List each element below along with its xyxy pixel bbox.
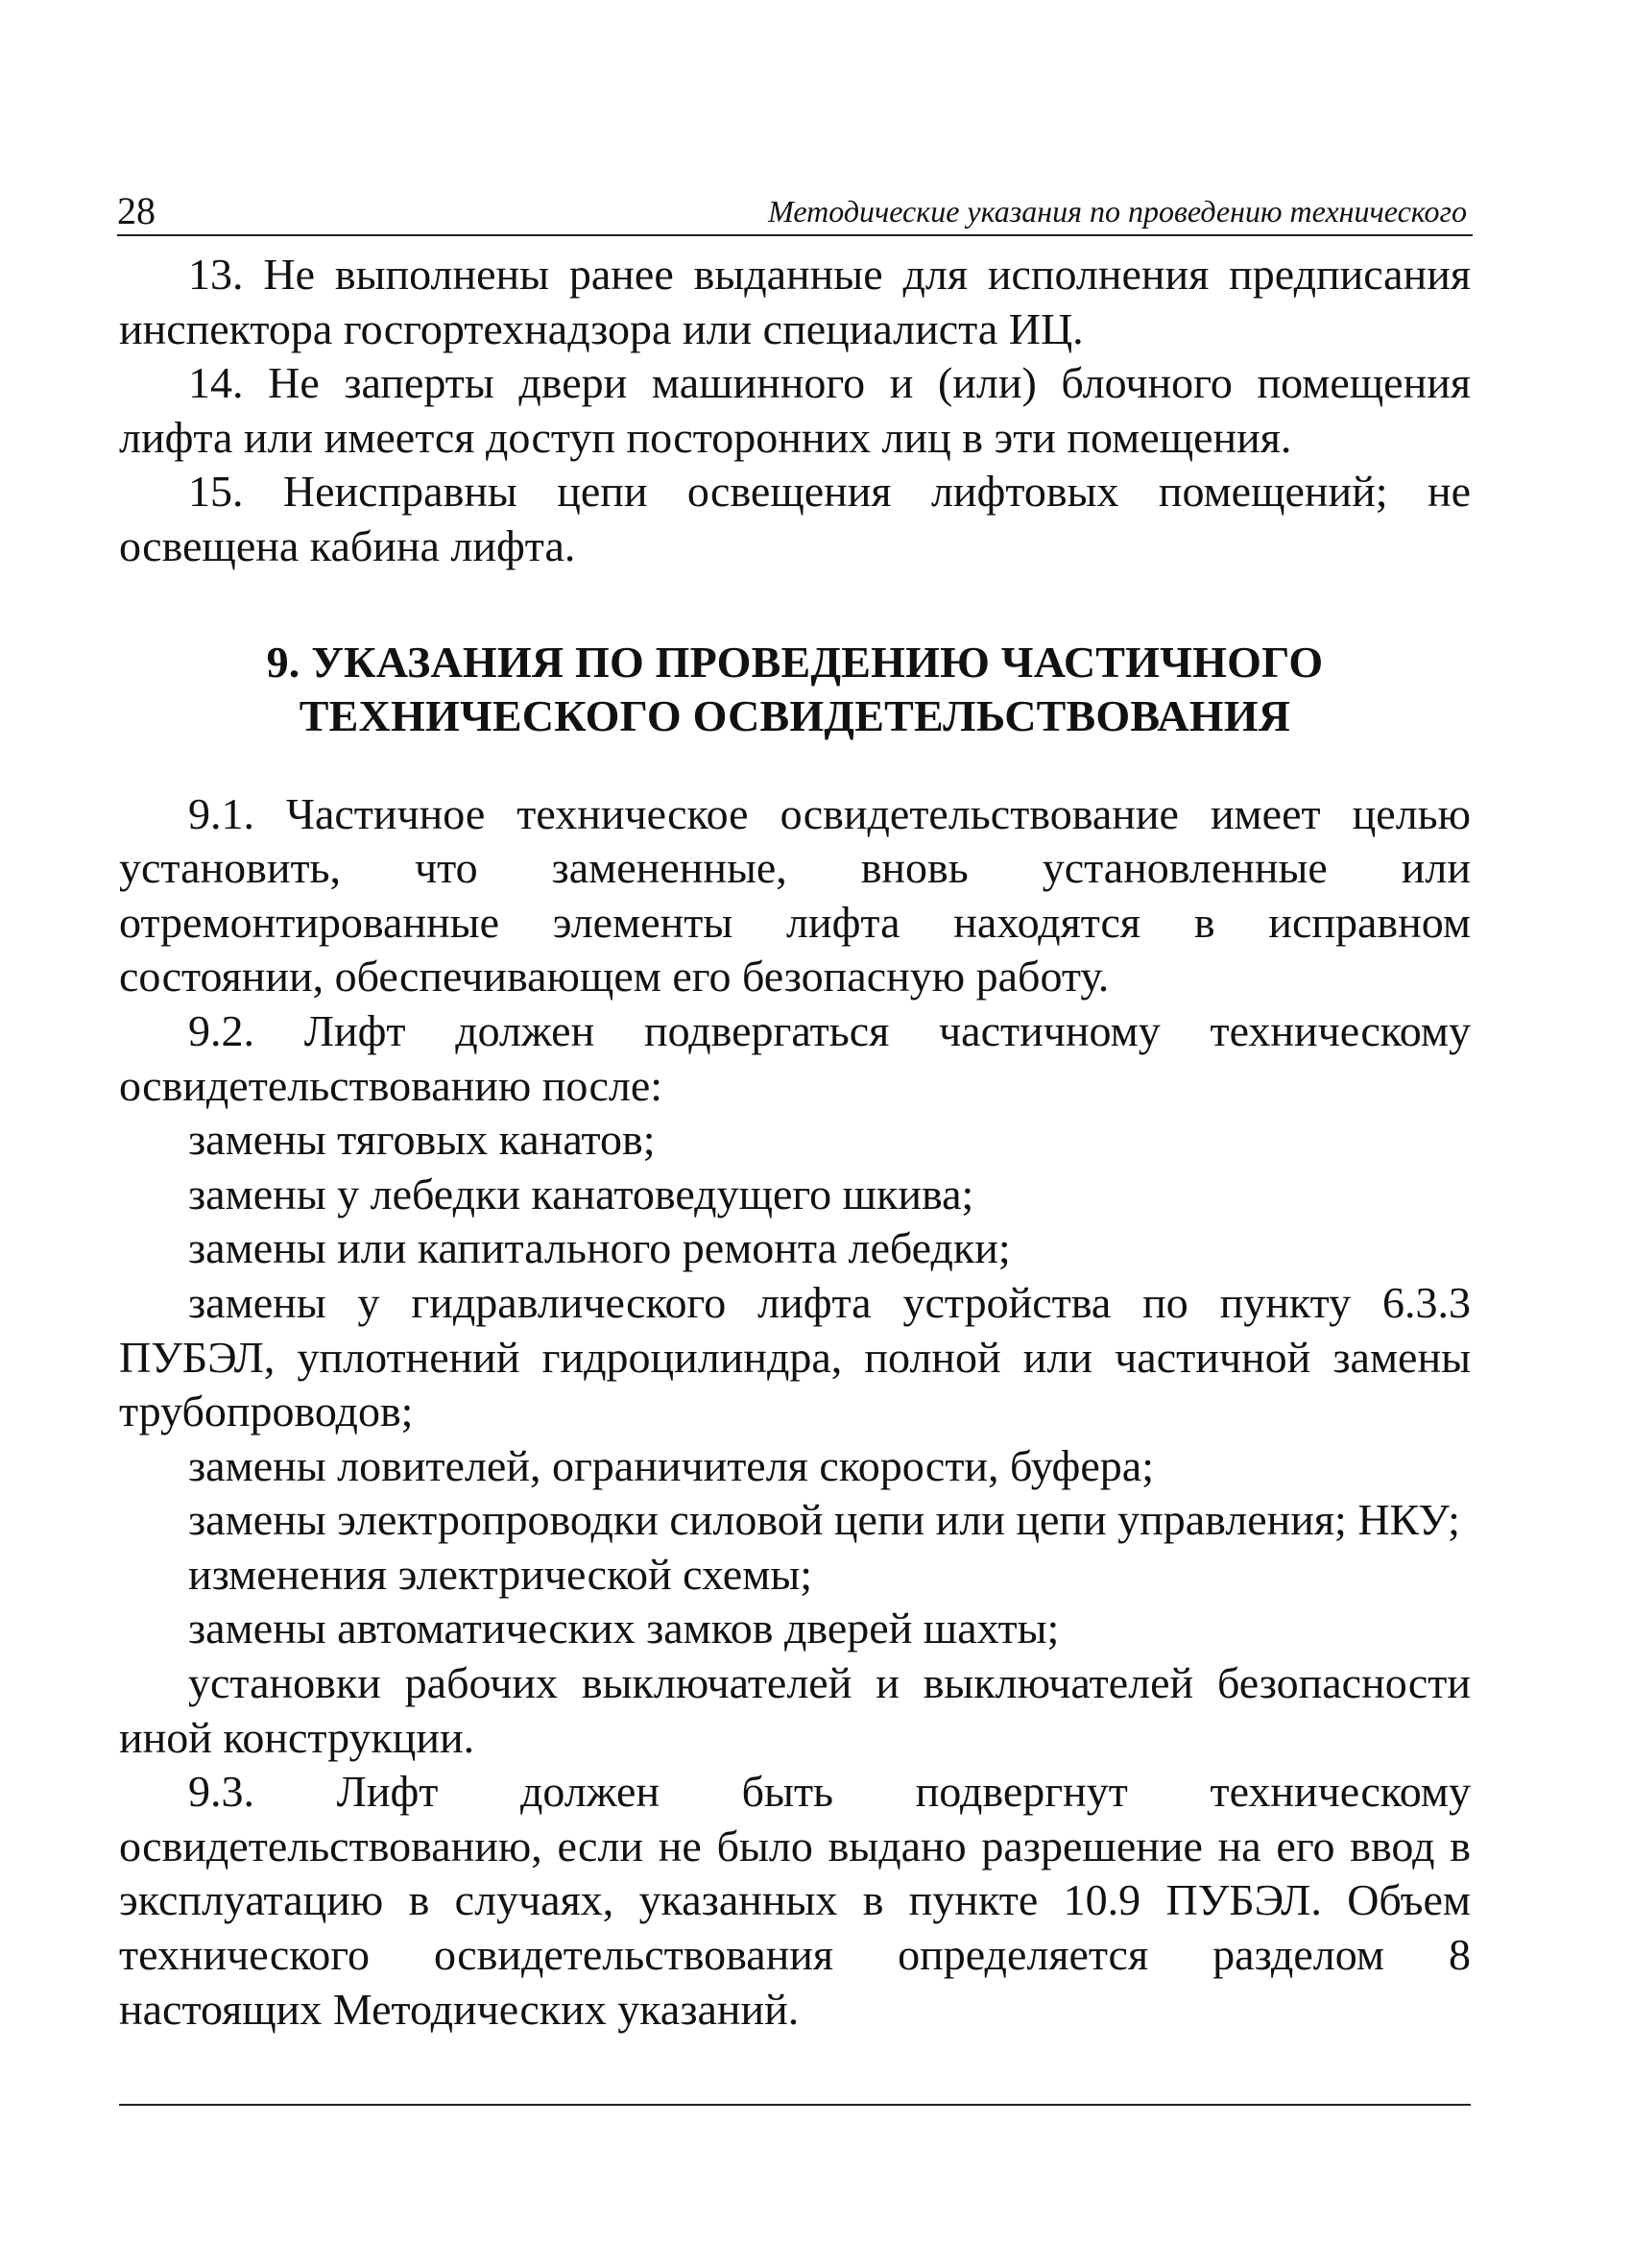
paragraph-9-1: 9.1. Частичное техническое освидетельствование имеет целью установить, что замененные, вновь установленные или отремонтированные элементы лифта находятся в исправном состоянии, обеспечивающем его безопасную работу. — [119, 788, 1471, 1001]
list-item: замены электропроводки силовой цепи или цепи управления; НКУ; — [188, 1495, 1460, 1545]
list-item: замены тяговых канатов; — [188, 1115, 656, 1165]
list-item: замены у лебедки канатоведущего шкива; — [188, 1169, 974, 1218]
list-item: замены у гидравлического лифта устройства по пункту 6.3.3 ПУБЭЛ, уплотнений гидроцилиндра, полной или частичной замены трубопроводов; — [119, 1277, 1471, 1436]
paragraph-15: 15. Неисправны цепи освещения лифтовых помещений; не освещена кабина лифта. — [119, 467, 1471, 570]
bottom-rule — [119, 2104, 1471, 2106]
running-header — [117, 179, 1473, 236]
section-heading-line-2: ТЕХНИЧЕСКОГО ОСВИДЕТЕЛЬСТВОВАНИЯ — [299, 690, 1291, 740]
paragraph-9-2: 9.2. Лифт должен подвергаться частичному техническому освидетельствованию после: — [119, 1005, 1471, 1110]
section-heading-line-1: 9. УКАЗАНИЯ ПО ПРОВЕДЕНИЮ ЧАСТИЧНОГО — [266, 637, 1324, 687]
list-item: замены ловителей, ограничителя скорости, буфера; — [188, 1440, 1154, 1490]
list-item: замены автоматических замков дверей шахты; — [188, 1604, 1060, 1653]
list-item: замены или капитального ремонта лебедки; — [188, 1223, 1011, 1273]
running-title: Методические указания по проведению технического — [768, 194, 1467, 229]
paragraph-13: 13. Не выполнены ранее выданные для исполнения предписания инспектора госгортехнадзора или специалиста ИЦ. — [119, 250, 1471, 353]
paragraph-9-3: 9.3. Лифт должен быть подвергнут техническому освидетельствованию, если не было выдано разрешение на его ввод в эксплуатацию в случаях, указанных в пункте 10.9 ПУБЭЛ. Объем технического освидетельствования определяется разделом 8 настоящих Методических указаний. — [119, 1767, 1471, 2034]
section-heading — [119, 636, 1471, 743]
list-item: изменения электрической схемы; — [188, 1549, 813, 1599]
paragraph-14: 14. Не заперты двери машинного и (или) блочного помещения лифта или имеется доступ посторонних лиц в эти помещения. — [119, 358, 1471, 462]
list-item: установки рабочих выключателей и выключателей безопасности иной конструкции. — [119, 1658, 1471, 1762]
page-number: 28 — [117, 189, 156, 232]
body-text — [119, 248, 1471, 2037]
